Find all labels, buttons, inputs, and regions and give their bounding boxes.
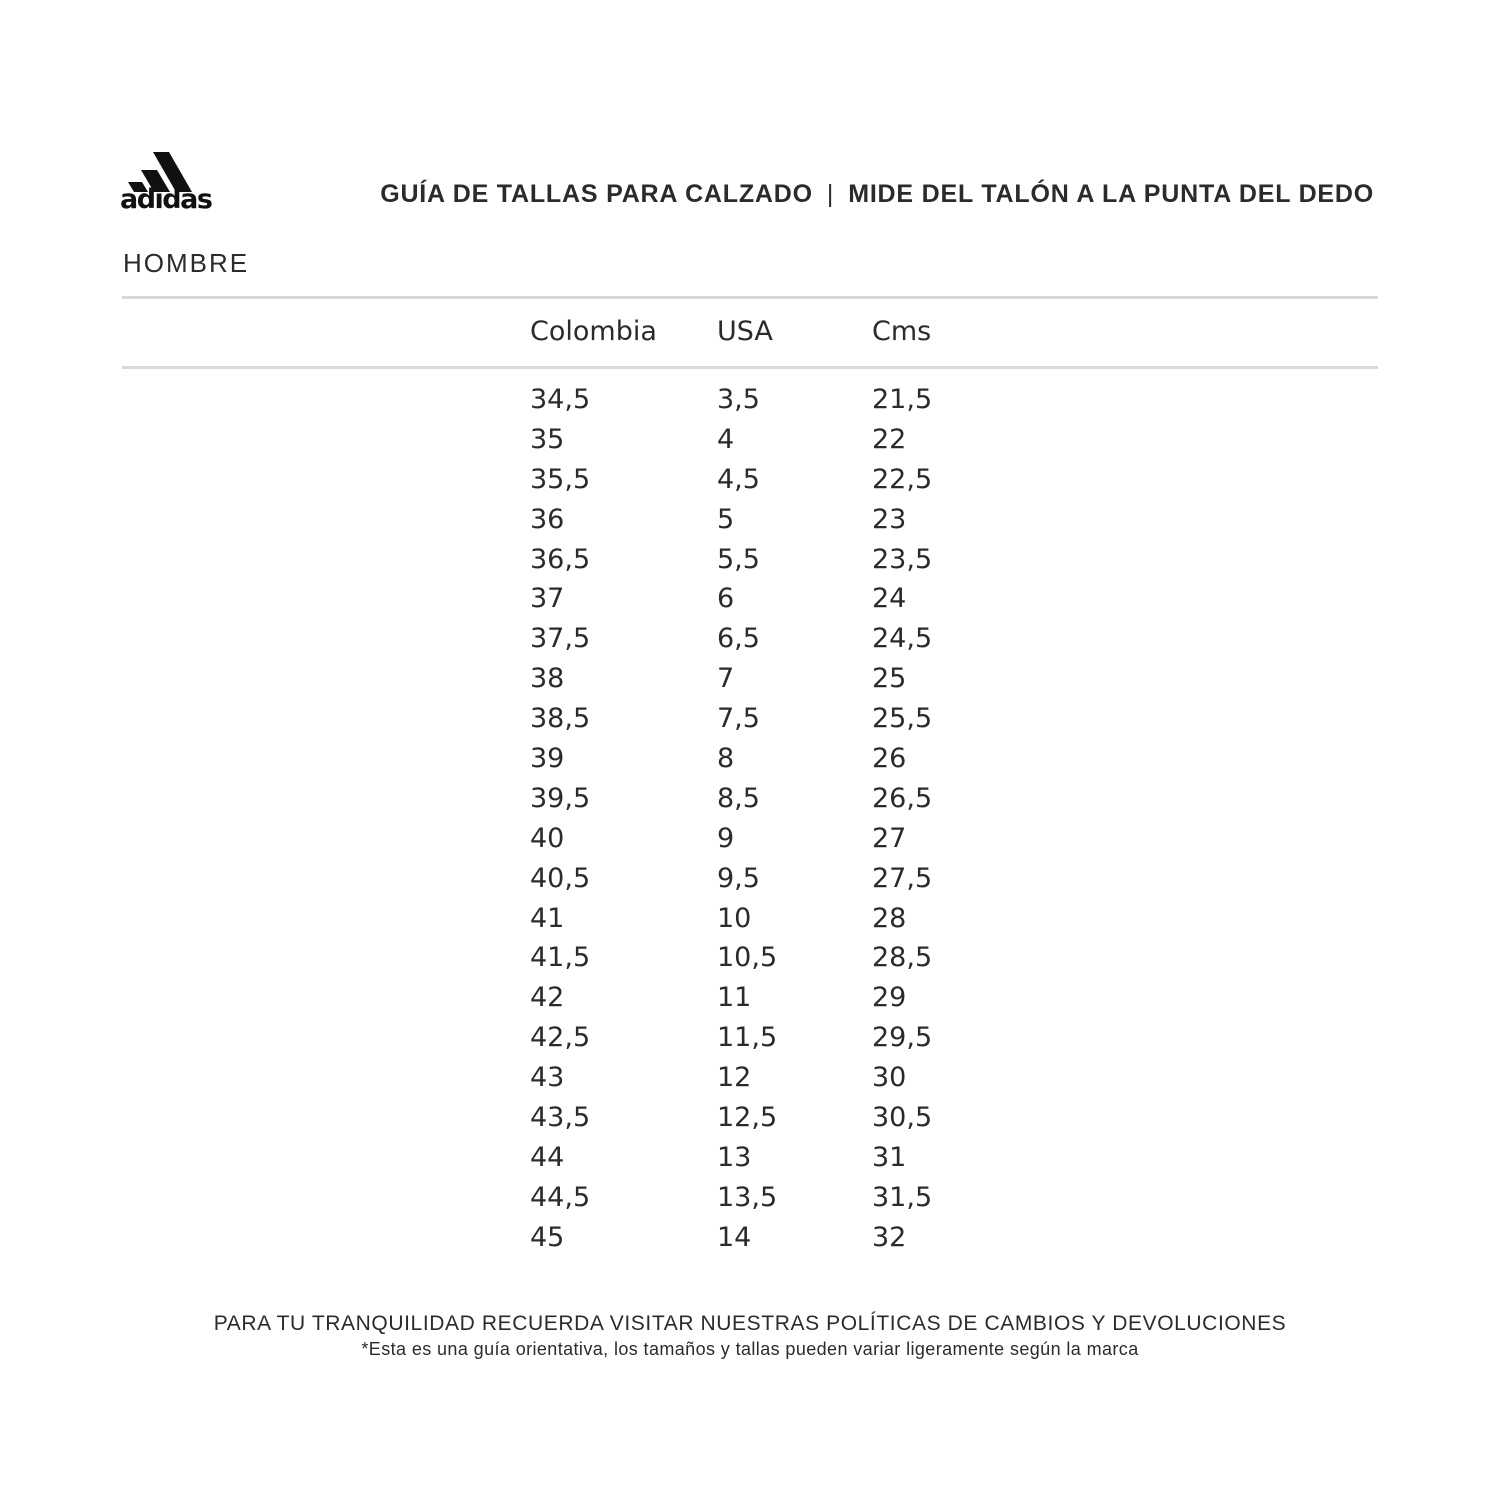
cell-usa: 7 <box>717 663 735 695</box>
cell-usa: 9,5 <box>717 862 760 894</box>
cell-colombia: 39 <box>530 743 565 775</box>
cell-usa: 12,5 <box>717 1102 778 1134</box>
cell-usa: 5,5 <box>717 543 760 575</box>
cell-cms: 25 <box>872 663 907 695</box>
cell-colombia: 44 <box>530 1141 565 1173</box>
table-row <box>530 737 1030 777</box>
header-rule-top <box>122 296 1378 299</box>
table-row <box>530 777 1030 817</box>
cell-usa: 11 <box>717 982 752 1014</box>
table-row <box>530 817 1030 857</box>
table-row <box>530 857 1030 897</box>
table-row <box>530 697 1030 737</box>
table-row <box>530 577 1030 617</box>
cell-colombia: 36,5 <box>530 543 591 575</box>
cell-colombia: 43,5 <box>530 1102 591 1134</box>
cell-cms: 27,5 <box>872 862 933 894</box>
cell-colombia: 41 <box>530 902 565 934</box>
cell-colombia: 37,5 <box>530 623 591 655</box>
column-header-colombia: Colombia <box>530 316 657 347</box>
table-row <box>530 657 1030 697</box>
cell-usa: 5 <box>717 503 735 535</box>
cell-colombia: 38 <box>530 663 565 695</box>
cell-colombia: 37 <box>530 583 565 615</box>
cell-usa: 13,5 <box>717 1181 778 1213</box>
cell-usa: 4,5 <box>717 463 760 495</box>
cell-usa: 12 <box>717 1062 752 1094</box>
table-row <box>530 1176 1030 1216</box>
cell-colombia: 45 <box>530 1221 565 1253</box>
cell-usa: 9 <box>717 822 735 854</box>
cell-cms: 26 <box>872 743 907 775</box>
cell-cms: 28,5 <box>872 942 933 974</box>
cell-colombia: 41,5 <box>530 942 591 974</box>
cell-usa: 3,5 <box>717 384 760 415</box>
cell-usa: 10,5 <box>717 942 778 974</box>
cell-cms: 24,5 <box>872 623 933 655</box>
cell-colombia: 40,5 <box>530 862 591 894</box>
cell-usa: 10 <box>717 902 752 934</box>
cell-cms: 27 <box>872 822 907 854</box>
cell-cms: 29,5 <box>872 1022 933 1054</box>
column-header-usa: USA <box>717 316 773 347</box>
cell-cms: 31,5 <box>872 1181 933 1213</box>
logo-wordmark: adidas <box>120 184 212 215</box>
cell-colombia: 35 <box>530 423 565 455</box>
cell-usa: 7,5 <box>717 703 760 735</box>
cell-usa: 6,5 <box>717 623 760 655</box>
table-row <box>530 1136 1030 1176</box>
cell-colombia: 39,5 <box>530 782 591 814</box>
cell-usa: 8 <box>717 743 735 775</box>
cell-cms: 21,5 <box>872 384 933 415</box>
cell-cms: 26,5 <box>872 782 933 814</box>
table-row <box>530 976 1030 1016</box>
cell-cms: 22 <box>872 423 907 455</box>
cell-colombia: 35,5 <box>530 463 591 495</box>
cell-usa: 11,5 <box>717 1022 778 1054</box>
column-header-cms: Cms <box>872 316 932 347</box>
cell-cms: 32 <box>872 1221 907 1253</box>
cell-cms: 23 <box>872 503 907 535</box>
cell-colombia: 42,5 <box>530 1022 591 1054</box>
cell-cms: 23,5 <box>872 543 933 575</box>
page-title <box>380 180 1374 209</box>
cell-usa: 8,5 <box>717 782 760 814</box>
cell-cms: 28 <box>872 902 907 934</box>
cell-colombia: 43 <box>530 1062 565 1094</box>
cell-cms: 29 <box>872 982 907 1014</box>
cell-colombia: 38,5 <box>530 703 591 735</box>
cell-cms: 30,5 <box>872 1102 933 1134</box>
table-row <box>530 458 1030 498</box>
cell-colombia: 44,5 <box>530 1181 591 1213</box>
table-row <box>530 1016 1030 1056</box>
table-row <box>530 1056 1030 1096</box>
cell-cms: 31 <box>872 1141 907 1173</box>
header-rule-bottom <box>122 366 1378 369</box>
cell-usa: 6 <box>717 583 735 615</box>
cell-usa: 13 <box>717 1141 752 1173</box>
cell-cms: 24 <box>872 583 907 615</box>
table-row <box>530 498 1030 538</box>
table-row <box>530 538 1030 578</box>
footer-notice: PARA TU TRANQUILIDAD RECUERDA VISITAR NUESTRAS POLÍTICAS DE CAMBIOS Y DEVOLUCIONES <box>213 1312 1287 1335</box>
title-left: GUÍA DE TALLAS PARA CALZADO <box>380 180 813 208</box>
adidas-logo <box>120 148 220 220</box>
size-table-body <box>530 378 1030 1256</box>
footer-disclaimer: *Esta es una guía orientativa, los tamaños y tallas pueden variar ligeramente según la marca <box>361 1339 1139 1359</box>
table-row <box>530 1216 1030 1256</box>
section-label-hombre: HOMBRE <box>123 248 250 278</box>
cell-cms: 30 <box>872 1062 907 1094</box>
cell-usa: 4 <box>717 423 735 455</box>
table-row <box>530 897 1030 937</box>
title-right: MIDE DEL TALÓN A LA PUNTA DEL DEDO <box>848 180 1374 208</box>
cell-colombia: 40 <box>530 822 565 854</box>
cell-cms: 22,5 <box>872 463 933 495</box>
table-row <box>530 418 1030 458</box>
cell-usa: 14 <box>717 1221 752 1253</box>
table-row <box>530 617 1030 657</box>
table-row <box>530 936 1030 976</box>
title-separator: | <box>826 180 835 208</box>
cell-colombia: 42 <box>530 982 565 1014</box>
table-row <box>530 1096 1030 1136</box>
cell-cms: 25,5 <box>872 703 933 735</box>
cell-colombia: 36 <box>530 503 565 535</box>
cell-colombia: 34,5 <box>530 384 591 415</box>
table-row <box>530 378 1030 418</box>
